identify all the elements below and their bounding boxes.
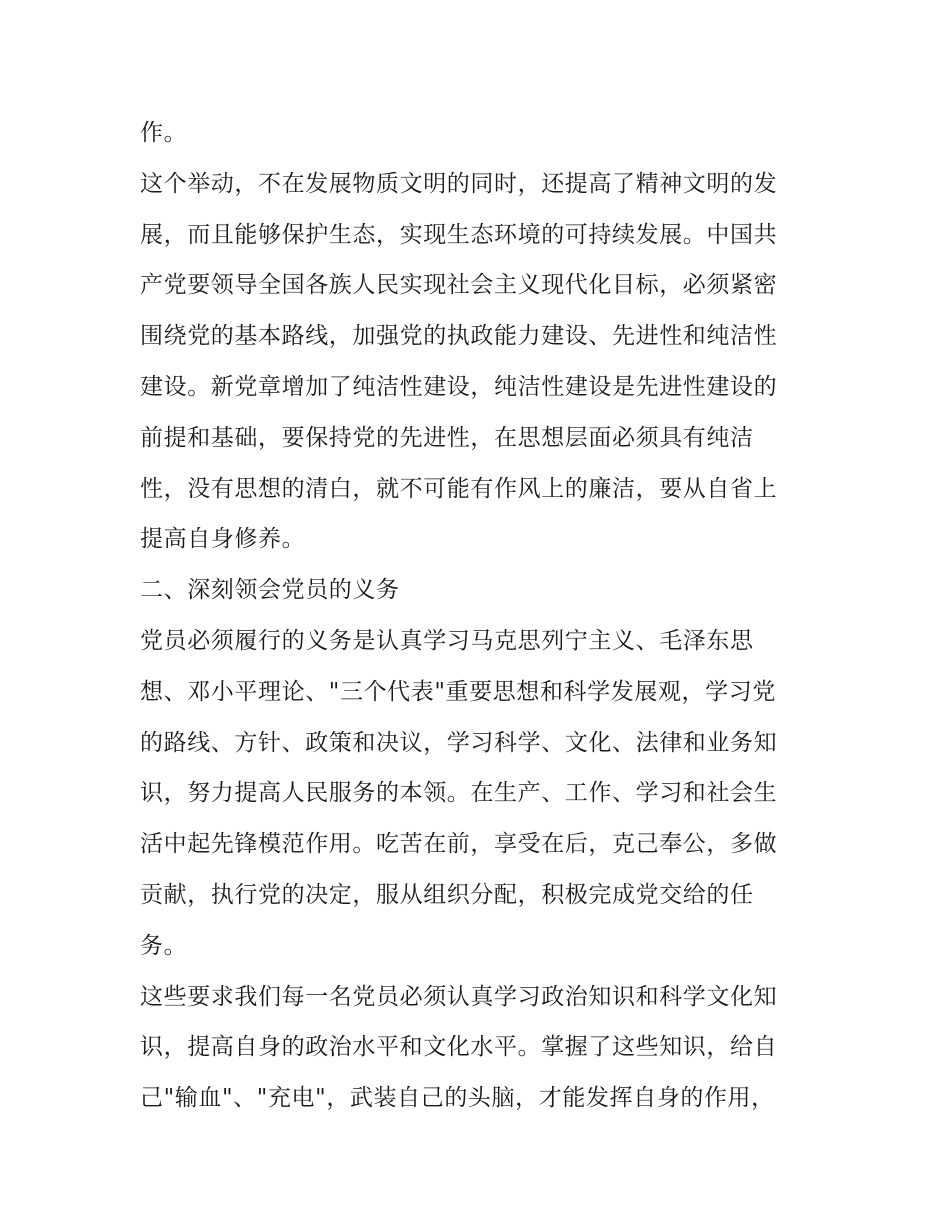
text-line: 展，而且能够保护生态，实现生态环境的可持续发展。中国共 [140,221,778,248]
text-line: 这些要求我们每一名党员必须认真学习政治知识和科学文化知 [140,983,778,1010]
text-line: 贡献，执行党的决定，服从组织分配，积极完成党交给的任 [140,881,754,908]
text-line: 识，努力提高人民服务的本领。在生产、工作、学习和社会生 [140,780,778,807]
text-line: 围绕党的基本路线，加强党的执政能力建设、先进性和纯洁性 [140,323,778,350]
document-body [140,108,820,1124]
text-line: 这个举动，不在发展物质文明的同时，还提高了精神文明的发 [140,170,778,197]
text-line: 想、邓小平理论、"三个代表"重要思想和科学发展观，学习党 [140,678,776,705]
text-line: 前提和基础，要保持党的先进性，在思想层面必须具有纯洁 [140,424,754,451]
text-line: 务。 [140,932,188,959]
text-line: 产党要领导全国各族人民实现社会主义现代化目标，必须紧密 [140,272,778,299]
section-heading: 二、深刻领会党员的义务 [140,577,400,604]
text-line: 己"输血"、"充电"，武装自己的头脑，才能发挥自身的作用， [140,1085,775,1112]
text-line: 识，提高自身的政治水平和文化水平。掌握了这些知识，给自 [140,1034,778,1061]
text-line: 活中起先锋模范作用。吃苦在前，享受在后，克己奉公，多做 [140,831,778,858]
text-line: 作。 [140,120,188,146]
text-line: 性，没有思想的清白，就不可能有作风上的廉洁，要从自省上 [140,475,778,502]
text-line: 的路线、方针、政策和决议，学习科学、文化、法律和业务知 [140,729,778,756]
text-line: 党员必须履行的义务是认真学习马克思列宁主义、毛泽东思 [140,627,754,654]
text-line: 建设。新党章增加了纯洁性建设，纯洁性建设是先进性建设的 [140,373,778,400]
text-line: 提高自身修养。 [140,526,306,553]
